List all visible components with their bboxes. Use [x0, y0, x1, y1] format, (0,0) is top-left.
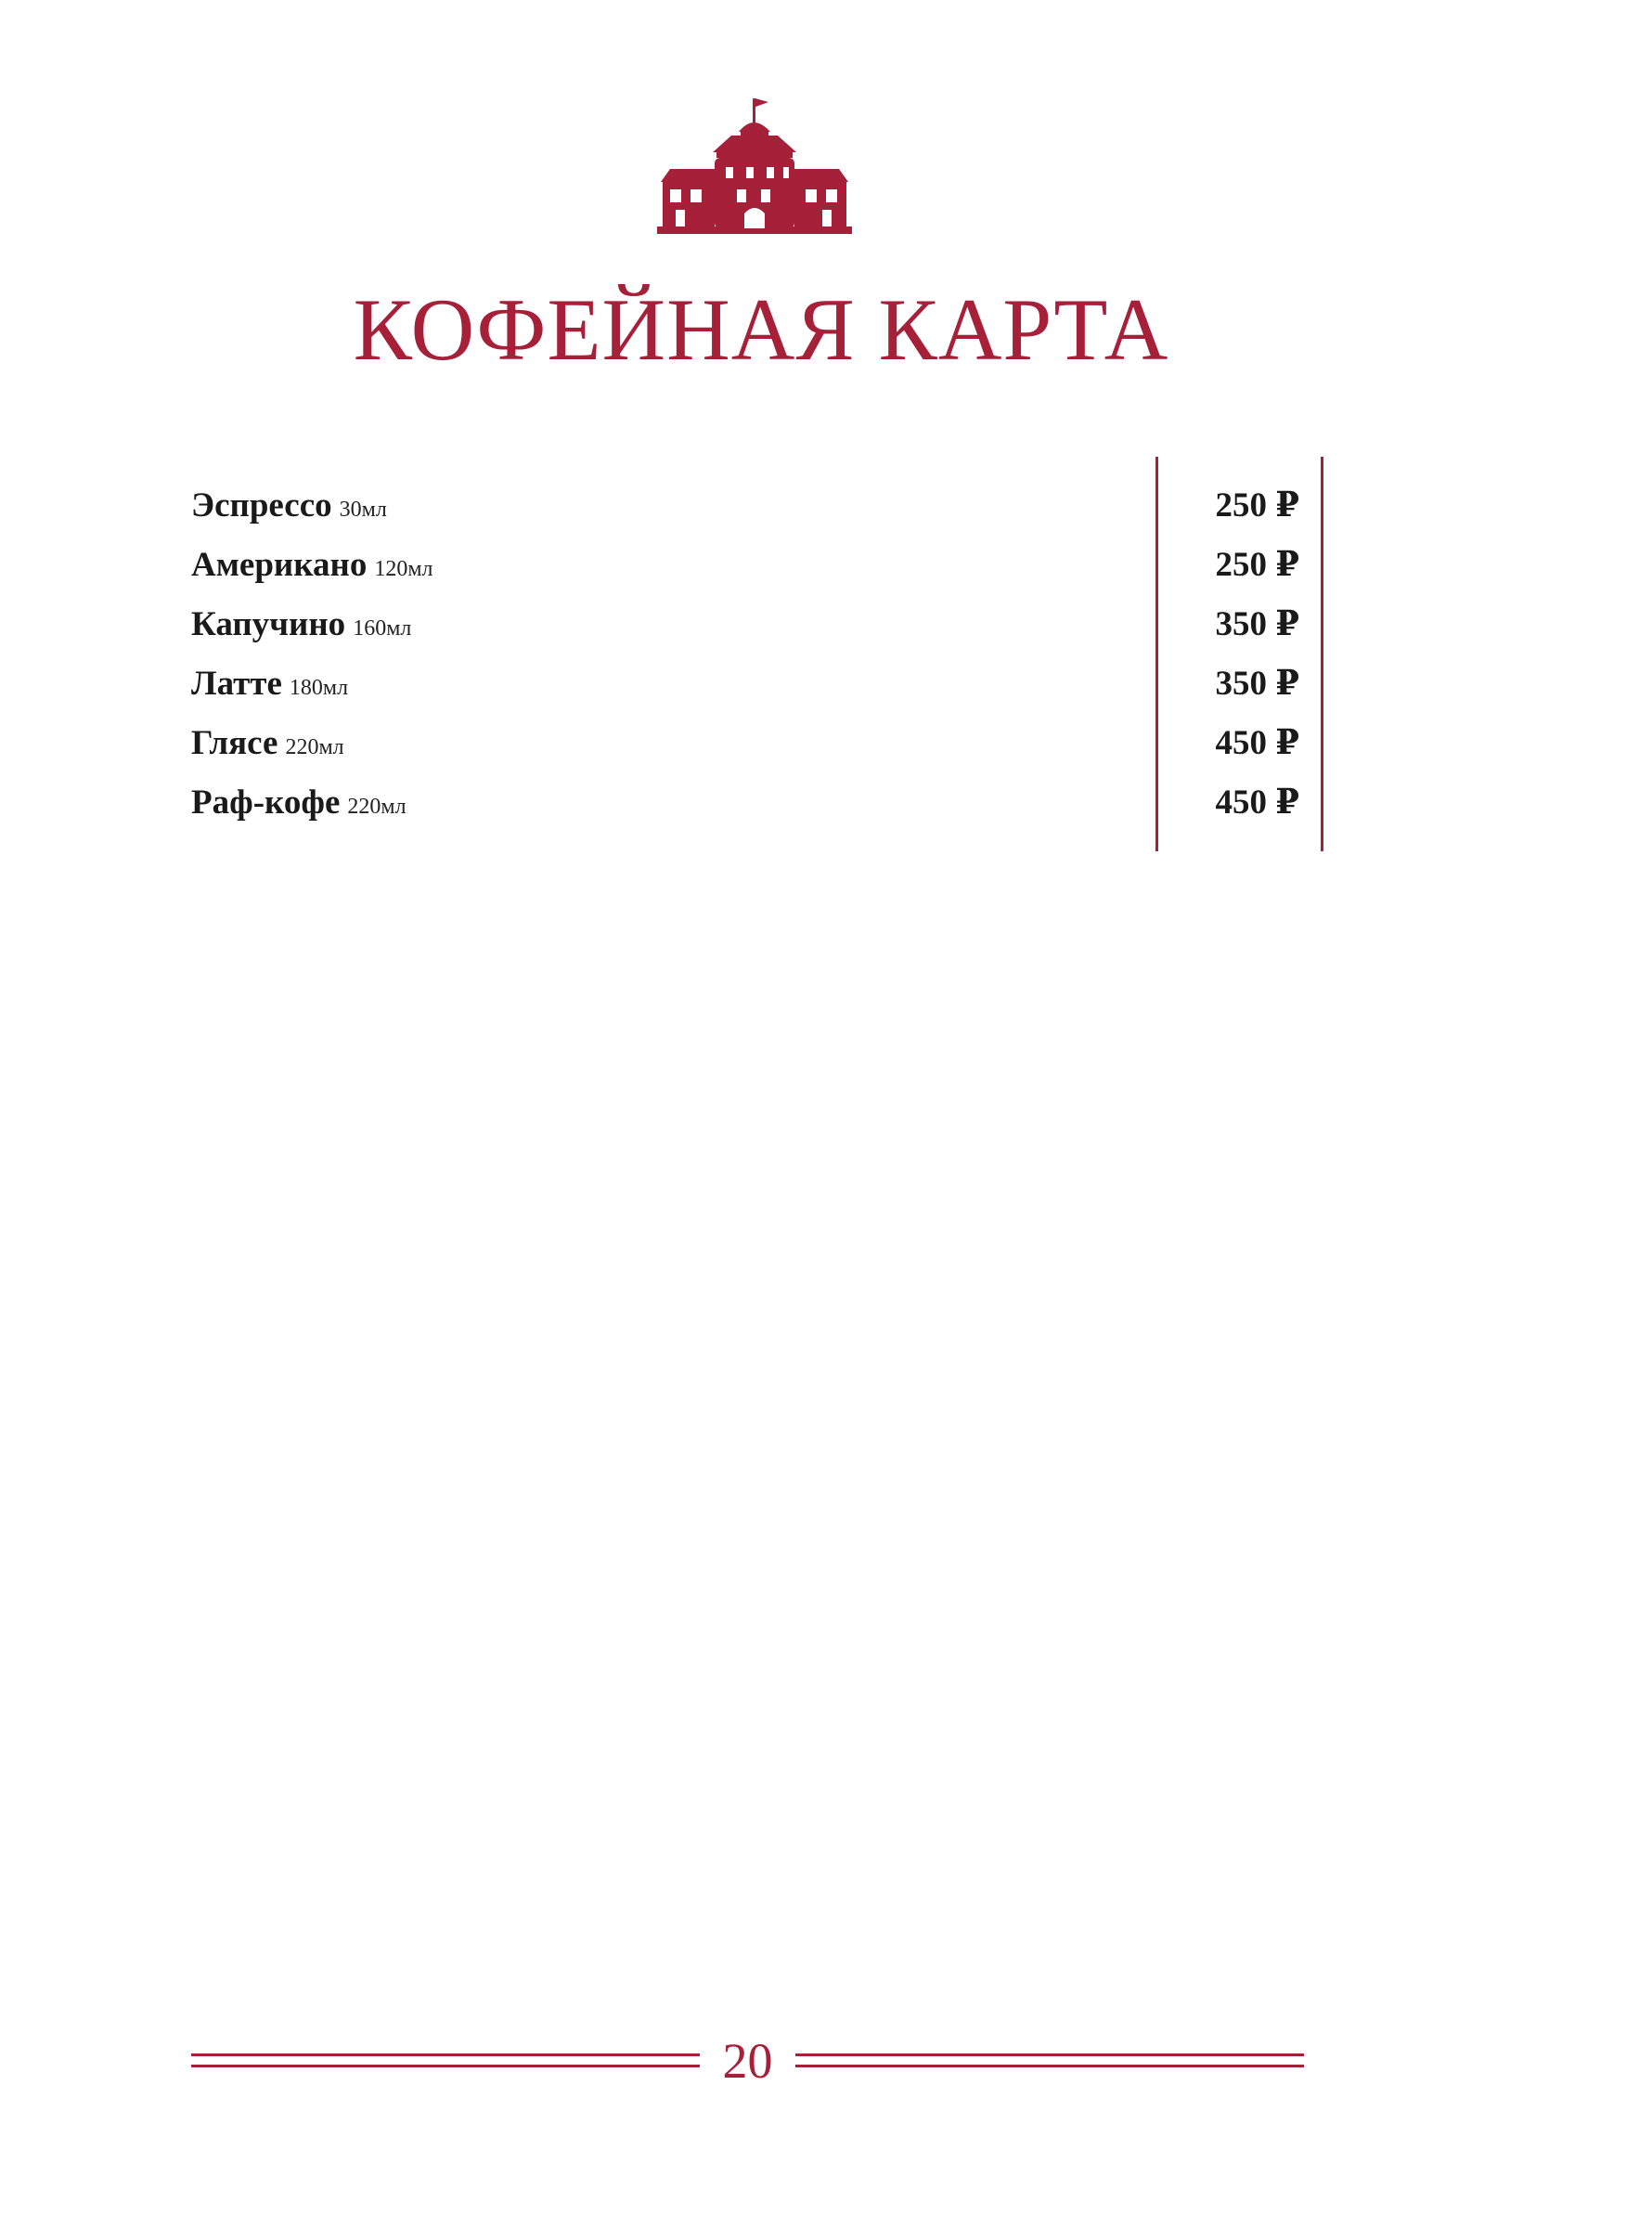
menu-item-price: 250 ₽	[1215, 486, 1299, 525]
menu-item	[191, 661, 1327, 720]
menu-item-name: Глясе 220мл	[191, 724, 344, 762]
menu-item-volume: 30мл	[339, 498, 387, 522]
menu-item-price: 450 ₽	[1215, 784, 1299, 822]
menu-item	[191, 542, 1327, 602]
menu-item-name: Американо 120мл	[191, 546, 433, 584]
menu-item-volume: 120мл	[374, 557, 433, 581]
menu-item-name: Эспрессо 30мл	[191, 486, 387, 525]
footer-double-rule-right	[795, 2053, 1304, 2068]
menu-item-price: 450 ₽	[1215, 724, 1299, 762]
menu-item	[191, 720, 1327, 780]
fortress-tower-icon	[657, 93, 852, 234]
menu-item-price: 250 ₽	[1215, 546, 1299, 584]
menu-item-volume: 160мл	[353, 616, 412, 641]
menu-item-name: Латте 180мл	[191, 665, 349, 703]
menu-item-name: Капучино 160мл	[191, 605, 412, 643]
menu-item-volume: 220мл	[285, 735, 344, 759]
menu-item-price: 350 ₽	[1215, 665, 1299, 703]
footer-double-rule-left	[191, 2053, 700, 2068]
coffee-menu-list	[191, 483, 1327, 839]
page-number: 20	[722, 2033, 773, 2089]
page-title: КОФЕЙНАЯ КАРТА	[353, 280, 1169, 379]
menu-item-volume: 220мл	[347, 795, 407, 819]
menu-item-volume: 180мл	[289, 676, 349, 700]
menu-item	[191, 780, 1327, 839]
menu-item	[191, 602, 1327, 661]
menu-item	[191, 483, 1327, 542]
menu-item-name: Раф-кофе 220мл	[191, 784, 407, 822]
menu-item-price: 350 ₽	[1215, 605, 1299, 643]
